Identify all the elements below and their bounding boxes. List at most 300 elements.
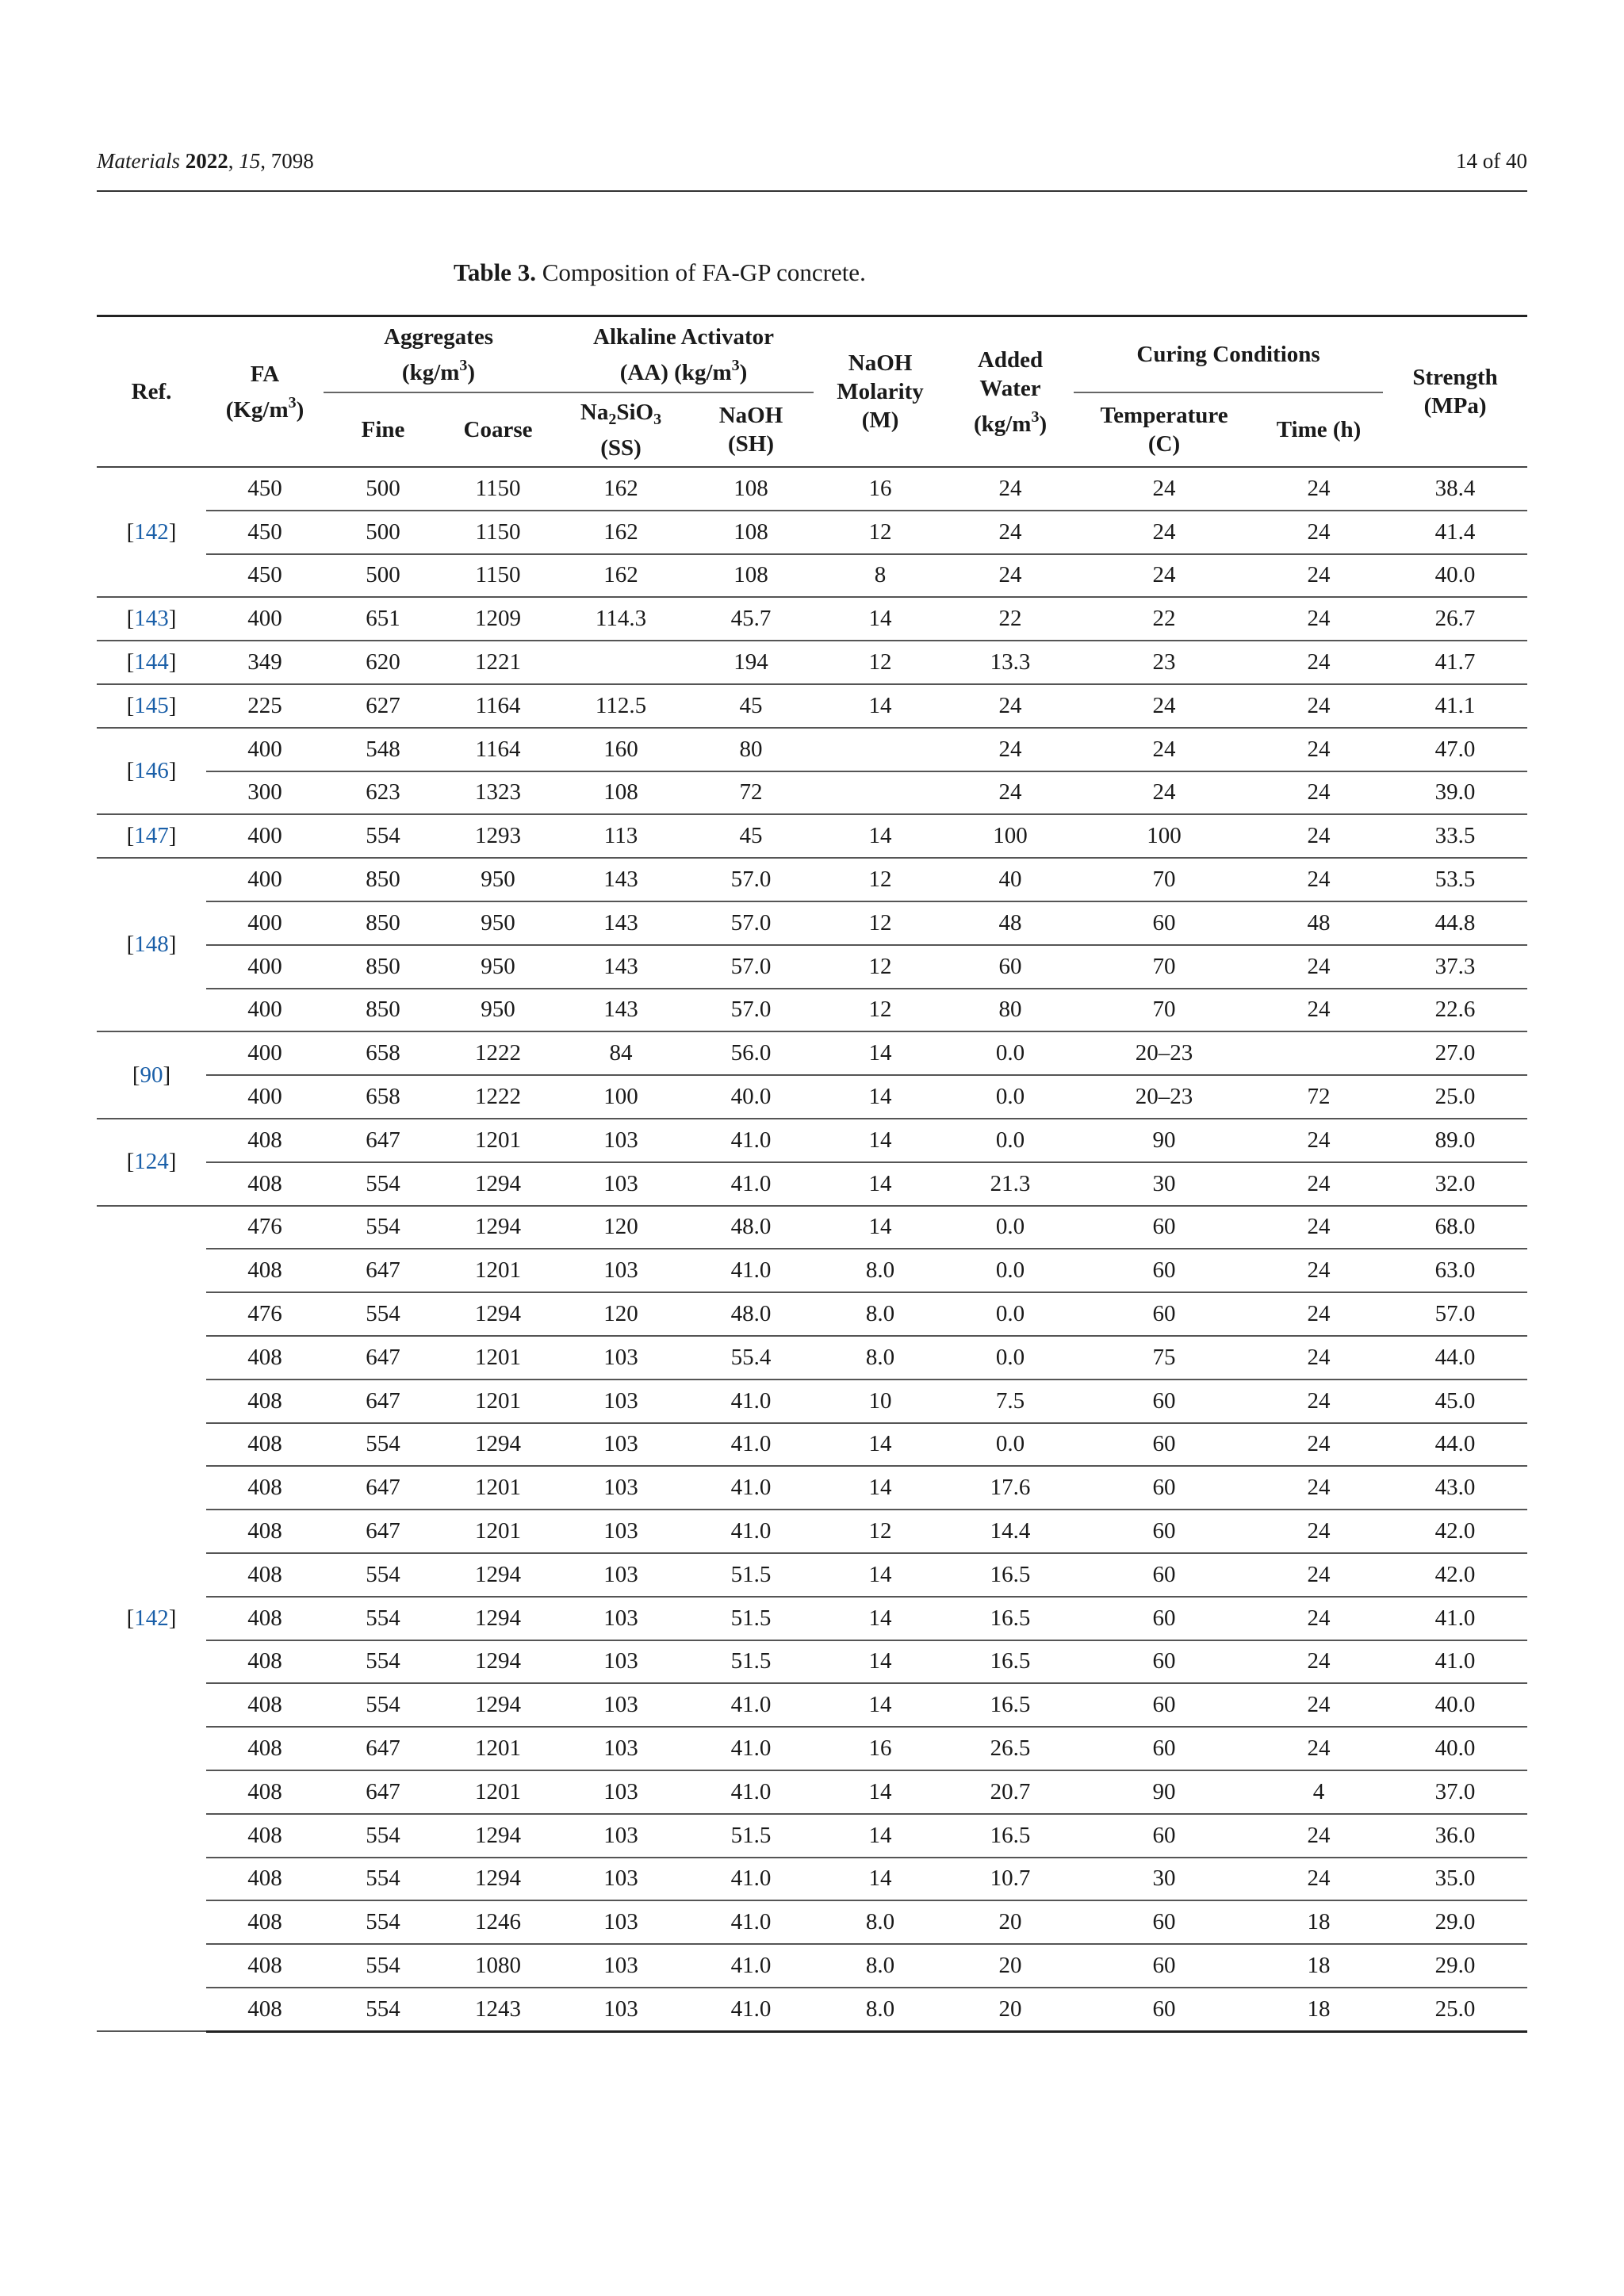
table-caption: [454, 258, 866, 287]
table-cell: 25.0: [1383, 1988, 1527, 2031]
table-cell: 41.0: [1383, 1597, 1527, 1640]
table-cell: 10.7: [947, 1858, 1074, 1901]
table-cell: 1294: [442, 1206, 553, 1249]
table-cell: 60: [1074, 1249, 1254, 1292]
table-cell: 1201: [442, 1380, 553, 1423]
table-cell: 950: [442, 901, 553, 945]
table-cell: 42.0: [1383, 1510, 1527, 1553]
table-cell: 24: [1254, 1292, 1383, 1336]
table-cell: 1294: [442, 1423, 553, 1467]
table-cell: 554: [324, 1206, 442, 1249]
table-cell: 26.5: [947, 1727, 1074, 1770]
table-row: [97, 1770, 1527, 1814]
table-cell: 103: [553, 1900, 688, 1944]
table-cell: 1201: [442, 1770, 553, 1814]
table-cell: 1221: [442, 641, 553, 684]
table-header: [97, 316, 1527, 468]
table-row: [97, 684, 1527, 728]
table-cell: 1164: [442, 684, 553, 728]
table-cell: 23: [1074, 641, 1254, 684]
table-row: [97, 1380, 1527, 1423]
table-cell: 70: [1074, 989, 1254, 1032]
table-cell: 554: [324, 1640, 442, 1684]
table-cell: 1246: [442, 1900, 553, 1944]
table-cell: 24: [1254, 728, 1383, 771]
ref-cell: [142]: [97, 1206, 206, 2032]
journal-volume: 15: [239, 149, 261, 173]
table-cell: 162: [553, 511, 688, 554]
table-cell: 1209: [442, 597, 553, 641]
table-cell: 29.0: [1383, 1944, 1527, 1988]
table-cell: 41.1: [1383, 684, 1527, 728]
table-cell: 24: [1254, 1597, 1383, 1640]
col-ref: Ref.: [131, 379, 172, 404]
table-cell: 1201: [442, 1249, 553, 1292]
table-row: [97, 1466, 1527, 1510]
table-cell: 400: [206, 814, 324, 858]
table-cell: 0.0: [947, 1292, 1074, 1336]
table-cell: 18: [1254, 1944, 1383, 1988]
citation-link[interactable]: 147: [134, 823, 169, 849]
table-cell: 24: [1254, 1553, 1383, 1597]
composition-table: [97, 315, 1527, 2033]
table-cell: 57.0: [688, 945, 814, 989]
table-cell: 18: [1254, 1900, 1383, 1944]
table-cell: 25.0: [1383, 1075, 1527, 1119]
table-cell: 194: [688, 641, 814, 684]
table-cell: 80: [688, 728, 814, 771]
table-cell: 24: [1254, 858, 1383, 901]
table-cell: 12: [814, 641, 947, 684]
table-cell: 1201: [442, 1466, 553, 1510]
table-cell: 408: [206, 1988, 324, 2031]
table-cell: 51.5: [688, 1640, 814, 1684]
table-cell: 24: [1254, 467, 1383, 511]
table-cell: 0.0: [947, 1031, 1074, 1075]
table-cell: 41.0: [688, 1988, 814, 2031]
table-cell: 12: [814, 511, 947, 554]
table-row: [97, 511, 1527, 554]
table-cell: 48: [947, 901, 1074, 945]
table-cell: 647: [324, 1466, 442, 1510]
table-cell: 408: [206, 1423, 324, 1467]
table-caption-text: Composition of FA-GP concrete.: [542, 258, 866, 286]
table-cell: 103: [553, 1683, 688, 1727]
table-cell: 21.3: [947, 1162, 1074, 1206]
table-cell: 70: [1074, 945, 1254, 989]
table-row: [97, 858, 1527, 901]
table-cell: 850: [324, 989, 442, 1032]
table-cell: 400: [206, 858, 324, 901]
citation-link[interactable]: 124: [134, 1149, 169, 1175]
table-cell: 103: [553, 1466, 688, 1510]
table-cell: 950: [442, 858, 553, 901]
table-cell: 1294: [442, 1292, 553, 1336]
table-row: [97, 1031, 1527, 1075]
table-cell: 90: [1074, 1770, 1254, 1814]
table-cell: 548: [324, 728, 442, 771]
journal-name: Materials: [97, 149, 180, 173]
table-cell: 103: [553, 1858, 688, 1901]
table-cell: 60: [1074, 1597, 1254, 1640]
table-cell: 26.7: [1383, 597, 1527, 641]
table-cell: 103: [553, 1553, 688, 1597]
table-cell: 554: [324, 814, 442, 858]
table-cell: 103: [553, 1770, 688, 1814]
table-cell: 32.0: [1383, 1162, 1527, 1206]
table-cell: 450: [206, 554, 324, 598]
table-cell: 24: [1254, 1423, 1383, 1467]
table-cell: 22: [947, 597, 1074, 641]
table-cell: 408: [206, 1249, 324, 1292]
table-cell: 1164: [442, 728, 553, 771]
table-cell: 950: [442, 989, 553, 1032]
ref-cell: [143]: [97, 597, 206, 641]
table-cell: 0.0: [947, 1249, 1074, 1292]
table-cell: 13.3: [947, 641, 1074, 684]
table-cell: 14: [814, 1075, 947, 1119]
table-cell: 24: [1254, 771, 1383, 815]
table-cell: 51.5: [688, 1553, 814, 1597]
table-cell: 1294: [442, 1858, 553, 1901]
table-cell: 24: [947, 771, 1074, 815]
table-cell: 225: [206, 684, 324, 728]
table-cell: 408: [206, 1727, 324, 1770]
citation-link[interactable]: 146: [134, 758, 169, 784]
table-cell: 41.0: [688, 1380, 814, 1423]
table-cell: 120: [553, 1292, 688, 1336]
citation-link[interactable]: 142: [134, 519, 169, 545]
table-cell: 42.0: [1383, 1553, 1527, 1597]
table-cell: 57.0: [1383, 1292, 1527, 1336]
table-cell: 1150: [442, 554, 553, 598]
table-cell: 400: [206, 1075, 324, 1119]
table-cell: 623: [324, 771, 442, 815]
table-row: [97, 597, 1527, 641]
table-cell: 24: [1254, 814, 1383, 858]
table-cell: 63.0: [1383, 1249, 1527, 1292]
table-cell: 103: [553, 1640, 688, 1684]
table-cell: 408: [206, 1640, 324, 1684]
table-cell: 44.8: [1383, 901, 1527, 945]
table-cell: 647: [324, 1380, 442, 1423]
table-cell: 1323: [442, 771, 553, 815]
table-cell: 647: [324, 1510, 442, 1553]
table-cell: 554: [324, 1988, 442, 2031]
table-cell: 0.0: [947, 1423, 1074, 1467]
table-cell: 41.0: [688, 1510, 814, 1553]
table-cell: 16.5: [947, 1553, 1074, 1597]
col-temperature: Temperature (C): [1100, 403, 1228, 457]
table-cell: 16.5: [947, 1597, 1074, 1640]
table-cell: 8.0: [814, 1292, 947, 1336]
table-cell: 0.0: [947, 1119, 1074, 1162]
table-cell: 48: [1254, 901, 1383, 945]
table-cell: 8.0: [814, 1336, 947, 1380]
table-cell: 14: [814, 1466, 947, 1510]
ref-cell: [142]: [97, 467, 206, 597]
table-cell: 14: [814, 1770, 947, 1814]
table-cell: 44.0: [1383, 1336, 1527, 1380]
table-cell: 8: [814, 554, 947, 598]
table-cell: 45: [688, 814, 814, 858]
table-cell: 103: [553, 1944, 688, 1988]
table-cell: 408: [206, 1380, 324, 1423]
article-number: 7098: [270, 149, 314, 173]
journal-year: 2022: [185, 149, 228, 173]
table-cell: 47.0: [1383, 728, 1527, 771]
table-cell: 14: [814, 1640, 947, 1684]
table-cell: 14: [814, 684, 947, 728]
table-cell: 60: [1074, 1423, 1254, 1467]
table-cell: 41.0: [688, 1119, 814, 1162]
table-row: [97, 771, 1527, 815]
table-cell: 1293: [442, 814, 553, 858]
table-row: [97, 1119, 1527, 1162]
citation-link[interactable]: 148: [134, 932, 169, 958]
table-cell: 14: [814, 1683, 947, 1727]
table-cell: 408: [206, 1597, 324, 1640]
col-naoh-molarity: NaOH Molarity (M): [837, 350, 924, 433]
table-cell: 20: [947, 1900, 1074, 1944]
table-row: [97, 1206, 1527, 1249]
table-cell: 44.0: [1383, 1423, 1527, 1467]
table-cell: 500: [324, 554, 442, 598]
table-cell: 40.0: [688, 1075, 814, 1119]
table-cell: 14: [814, 1031, 947, 1075]
table-cell: 41.0: [688, 1162, 814, 1206]
table-cell: 60: [1074, 1683, 1254, 1727]
table-cell: 10: [814, 1380, 947, 1423]
citation-link[interactable]: 143: [134, 606, 169, 632]
table-cell: 651: [324, 597, 442, 641]
table-cell: 143: [553, 945, 688, 989]
table-cell: 143: [553, 901, 688, 945]
table-cell: 1294: [442, 1640, 553, 1684]
table-cell: 51.5: [688, 1597, 814, 1640]
table-cell: [553, 641, 688, 684]
ref-cell: [145]: [97, 684, 206, 728]
table-cell: 400: [206, 597, 324, 641]
table-cell: 450: [206, 511, 324, 554]
table-cell: 45: [688, 684, 814, 728]
table-cell: 1294: [442, 1162, 553, 1206]
table-cell: 160: [553, 728, 688, 771]
table-cell: 53.5: [1383, 858, 1527, 901]
table-cell: 554: [324, 1858, 442, 1901]
table-cell: 60: [1074, 1988, 1254, 2031]
table-cell: 40.0: [1383, 1683, 1527, 1727]
table-row: [97, 467, 1527, 511]
table-cell: 554: [324, 1944, 442, 1988]
table-cell: 103: [553, 1814, 688, 1858]
journal-citation: Materials 2022, 15, 7098: [97, 149, 314, 173]
table-cell: 41.0: [688, 1858, 814, 1901]
table-cell: 647: [324, 1336, 442, 1380]
table-cell: 103: [553, 1510, 688, 1553]
table-cell: 300: [206, 771, 324, 815]
table-cell: 16.5: [947, 1640, 1074, 1684]
table-cell: 57.0: [688, 989, 814, 1032]
table-cell: 89.0: [1383, 1119, 1527, 1162]
table-row: [97, 901, 1527, 945]
table-row: [97, 1858, 1527, 1901]
table-row: [97, 1249, 1527, 1292]
table-label: Table 3.: [454, 258, 536, 286]
citation-link[interactable]: 145: [134, 692, 169, 718]
table-cell: 41.7: [1383, 641, 1527, 684]
table-cell: 45.7: [688, 597, 814, 641]
table-cell: 24: [947, 684, 1074, 728]
table-row: [97, 641, 1527, 684]
table-cell: 408: [206, 1858, 324, 1901]
table-cell: 16: [814, 467, 947, 511]
table-row: [97, 1423, 1527, 1467]
table-cell: 647: [324, 1770, 442, 1814]
table-cell: 408: [206, 1336, 324, 1380]
table-row: [97, 1727, 1527, 1770]
table-cell: 0.0: [947, 1336, 1074, 1380]
table-cell: 60: [1074, 1206, 1254, 1249]
table-cell: 658: [324, 1031, 442, 1075]
table-cell: 35.0: [1383, 1858, 1527, 1901]
table-row: [97, 1597, 1527, 1640]
table-cell: 554: [324, 1162, 442, 1206]
table-cell: 41.0: [688, 1683, 814, 1727]
table-cell: 24: [1254, 554, 1383, 598]
table-cell: 40.0: [1383, 1727, 1527, 1770]
table-cell: 41.0: [688, 1770, 814, 1814]
table-cell: 0.0: [947, 1075, 1074, 1119]
table-cell: 14: [814, 1423, 947, 1467]
table-row: [97, 1510, 1527, 1553]
table-cell: 14: [814, 1162, 947, 1206]
col-aggregates: Aggregates $(kg/m^3)$: [324, 316, 553, 393]
col-fine: Fine: [361, 417, 405, 442]
table-cell: 100: [553, 1075, 688, 1119]
citation-link[interactable]: 142: [134, 1605, 169, 1631]
table-cell: 24: [1074, 467, 1254, 511]
table-cell: 400: [206, 1031, 324, 1075]
table-cell: [1254, 1031, 1383, 1075]
table-cell: 400: [206, 989, 324, 1032]
table-cell: 647: [324, 1727, 442, 1770]
table-cell: 24: [1074, 684, 1254, 728]
ref-cell: [146]: [97, 728, 206, 815]
col-curing-conditions: Curing Conditions: [1074, 316, 1383, 393]
table-cell: 24: [1254, 1814, 1383, 1858]
table-cell: 400: [206, 901, 324, 945]
ref-cell: [144]: [97, 641, 206, 684]
table-row: [97, 1336, 1527, 1380]
table-cell: 7.5: [947, 1380, 1074, 1423]
table-row: [97, 1640, 1527, 1684]
table-cell: 60: [947, 945, 1074, 989]
table-cell: 554: [324, 1423, 442, 1467]
table-cell: 68.0: [1383, 1206, 1527, 1249]
table-cell: 24: [1074, 771, 1254, 815]
table-cell: 14: [814, 1597, 947, 1640]
table-cell: 1201: [442, 1727, 553, 1770]
table-cell: 22: [1074, 597, 1254, 641]
col-coarse: Coarse: [463, 417, 533, 442]
table-cell: 162: [553, 554, 688, 598]
table-cell: 1222: [442, 1031, 553, 1075]
table-cell: 40.0: [1383, 554, 1527, 598]
table-cell: 24: [1254, 1206, 1383, 1249]
table-cell: 103: [553, 1249, 688, 1292]
table-cell: 72: [1254, 1075, 1383, 1119]
table-cell: 113: [553, 814, 688, 858]
table-cell: 17.6: [947, 1466, 1074, 1510]
table-cell: 24: [1254, 1683, 1383, 1727]
table-cell: 24: [1254, 989, 1383, 1032]
table-cell: 24: [1254, 1119, 1383, 1162]
table-cell: 60: [1074, 1640, 1254, 1684]
table-cell: 554: [324, 1292, 442, 1336]
table-cell: 24: [947, 728, 1074, 771]
table-cell: 24: [947, 511, 1074, 554]
table-cell: 108: [688, 467, 814, 511]
table-cell: 103: [553, 1597, 688, 1640]
table-cell: 24: [947, 554, 1074, 598]
table-cell: 24: [1074, 511, 1254, 554]
table-cell: 4: [1254, 1770, 1383, 1814]
table-cell: 18: [1254, 1988, 1383, 2031]
table-cell: 8.0: [814, 1944, 947, 1988]
table-cell: 554: [324, 1900, 442, 1944]
table-cell: 143: [553, 858, 688, 901]
table-cell: 57.0: [688, 858, 814, 901]
citation-link[interactable]: 144: [134, 649, 169, 675]
table-cell: 14.4: [947, 1510, 1074, 1553]
table-cell: 24: [1074, 728, 1254, 771]
table-cell: 60: [1074, 1380, 1254, 1423]
table-cell: 143: [553, 989, 688, 1032]
table-cell: 24: [1254, 1727, 1383, 1770]
table-cell: 43.0: [1383, 1466, 1527, 1510]
page-number: 14 of 40: [1456, 149, 1527, 173]
header-rule: [97, 190, 1527, 192]
table-cell: 60: [1074, 1292, 1254, 1336]
table-row: [97, 1683, 1527, 1727]
table-cell: 24: [1254, 1162, 1383, 1206]
table-cell: 8.0: [814, 1988, 947, 2031]
table-cell: 112.5: [553, 684, 688, 728]
table-cell: 24: [1254, 1640, 1383, 1684]
table-cell: [814, 771, 947, 815]
table-cell: 8.0: [814, 1249, 947, 1292]
table-cell: 1294: [442, 1553, 553, 1597]
table-row: [97, 1292, 1527, 1336]
table-cell: 24: [1254, 1336, 1383, 1380]
ref-cell: [147]: [97, 814, 206, 858]
col-strength: Strength (MPa): [1412, 365, 1498, 419]
col-sodium-silicate: $Na_2SiO_3$ (SS): [580, 399, 662, 461]
table-cell: 60: [1074, 1900, 1254, 1944]
table-cell: 408: [206, 1944, 324, 1988]
table-cell: 24: [1254, 1510, 1383, 1553]
table-cell: 647: [324, 1249, 442, 1292]
table-cell: 103: [553, 1162, 688, 1206]
table-cell: 103: [553, 1336, 688, 1380]
table-cell: 57.0: [688, 901, 814, 945]
table-cell: 60: [1074, 1510, 1254, 1553]
table-cell: 33.5: [1383, 814, 1527, 858]
table-row: [97, 814, 1527, 858]
table-cell: 12: [814, 858, 947, 901]
citation-link[interactable]: 90: [140, 1062, 163, 1088]
